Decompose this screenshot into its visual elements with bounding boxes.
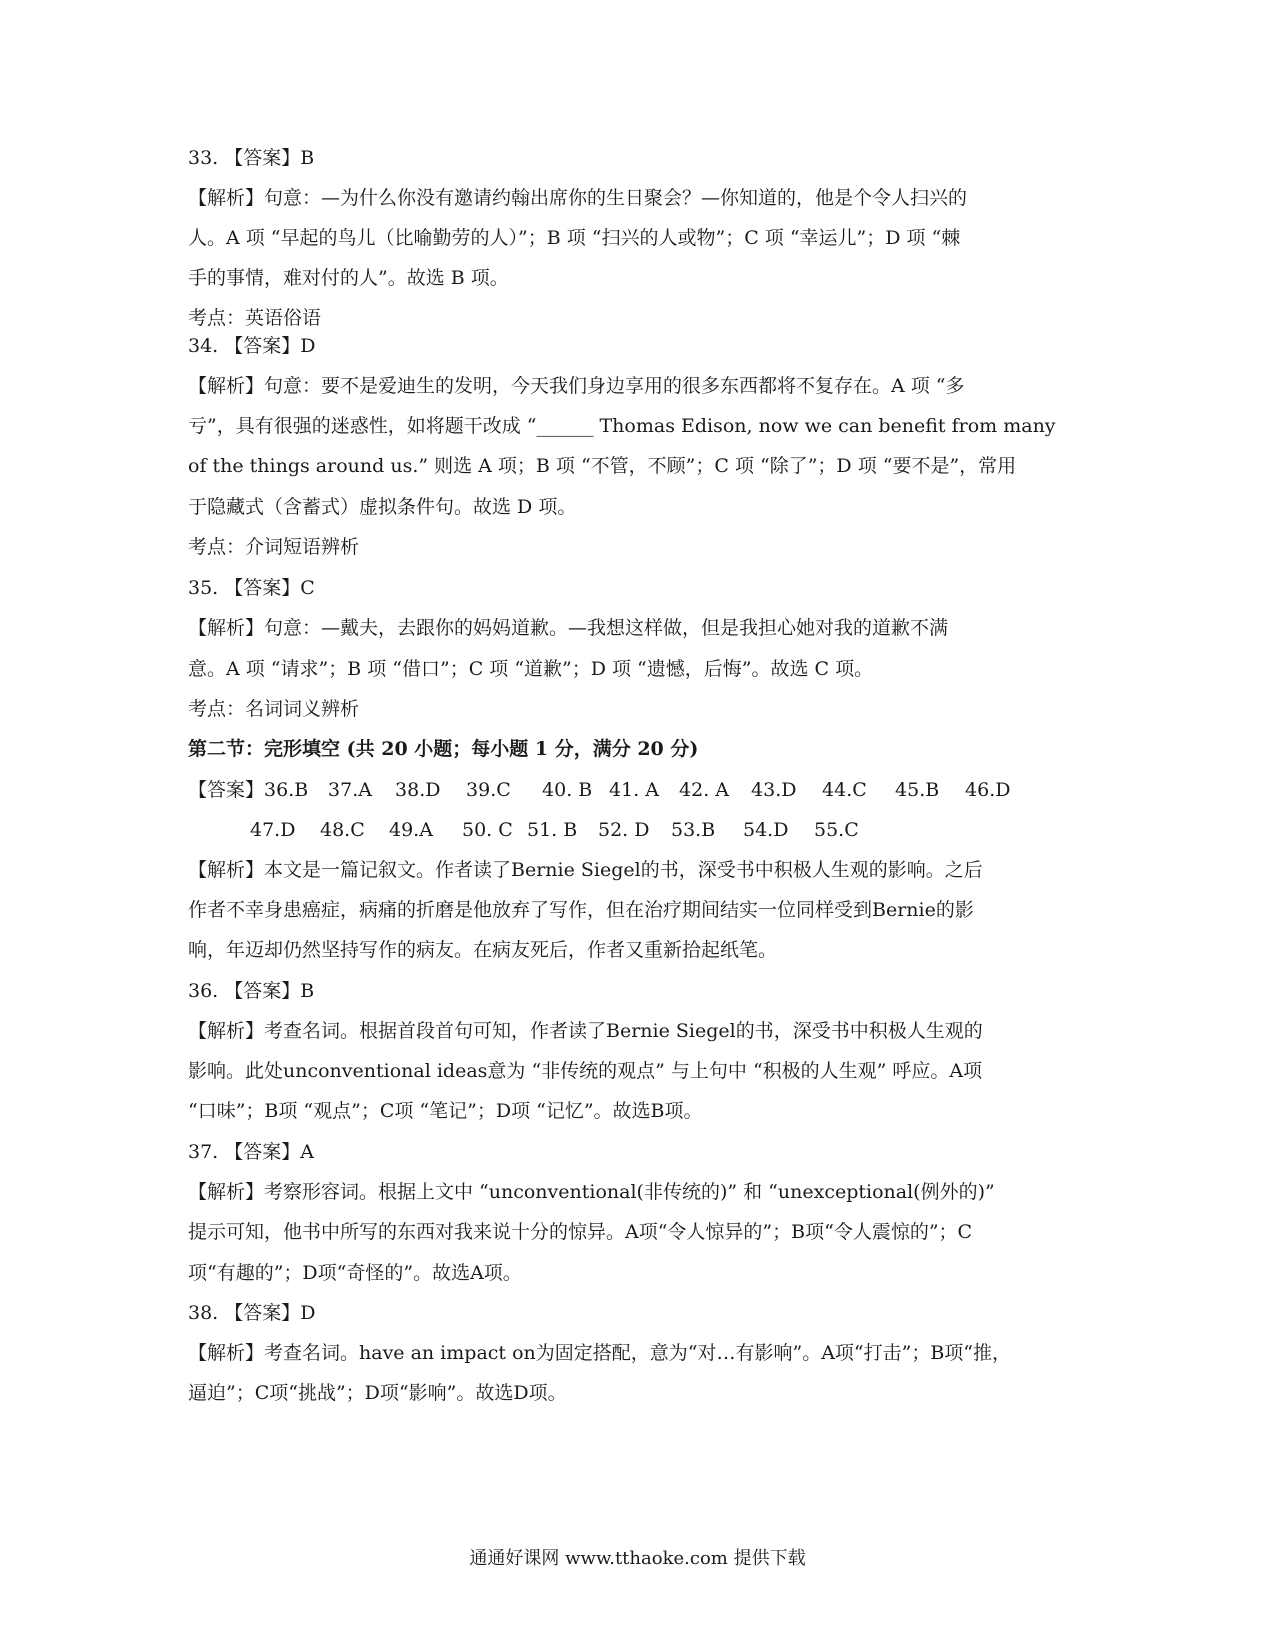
q37-answer: 37. 【答案】A: [188, 1141, 314, 1163]
q34-analysis-line2: 亏”，具有很强的迷惑性，如将题干改成 “______ Thomas Edison, now we can benefit from many: [188, 415, 1056, 437]
q36-answer: 36. 【答案】B: [188, 980, 315, 1002]
answer-item: 44.C: [822, 779, 867, 801]
q38-answer: 38. 【答案】D: [188, 1302, 316, 1324]
q33-analysis-line3: 手的事情，难对付的人”。故选 B 项。: [188, 267, 509, 289]
section2-summary-line3: 响，年迈却仍然坚持写作的病友。在病友死后，作者又重新拾起纸笔。: [188, 939, 778, 961]
q37-analysis-line3: 项“有趣的”；D项“奇怪的”。故选A项。: [188, 1262, 522, 1284]
answer-item: 53.B: [671, 819, 716, 841]
section2-summary-line2: 作者不幸身患癌症，病痛的折磨是他放弃了写作，但在治疗期间结实一位同样受到Bernie的影: [188, 899, 974, 921]
answer-item: 52. D: [598, 819, 650, 841]
section2-summary-line1: 【解析】本文是一篇记叙文。作者读了Bernie Siegel的书，深受书中积极人生观的影响。之后: [188, 859, 983, 881]
answer-item: 55.C: [814, 819, 859, 841]
q35-answer: 35. 【答案】C: [188, 577, 315, 599]
q36-analysis-line1: 【解析】考查名词。根据首段首句可知，作者读了Bernie Siegel的书，深受书中积极人生观的: [188, 1020, 983, 1042]
section2-answer-row2: [250, 818, 859, 842]
answer-item: 41. A: [609, 779, 659, 801]
q35-analysis-line1: 【解析】句意：—戴夫，去跟你的妈妈道歉。—我想这样做，但是我担心她对我的道歉不满: [188, 617, 949, 639]
answer-item: 43.D: [751, 779, 797, 801]
q33-analysis-line1: 【解析】句意：—为什么你没有邀请约翰出席你的生日聚会？—你知道的，他是个令人扫兴的: [188, 187, 968, 209]
q33-point: 考点：英语俗语: [188, 307, 322, 329]
q34-answer: 34. 【答案】D: [188, 335, 316, 357]
q37-analysis-line1: 【解析】考察形容词。根据上文中 “unconventional(非传统的)” 和 “unexceptional(例外的)”: [188, 1181, 995, 1203]
answer-item: 37.A: [328, 779, 372, 801]
q34-analysis-line1: 【解析】句意：要不是爱迪生的发明，今天我们身边享用的很多东西都将不复存在。A 项 “多: [188, 375, 965, 397]
answer-item: 49.A: [389, 819, 433, 841]
answer-item: 38.D: [395, 779, 441, 801]
answer-item: 51. B: [527, 819, 578, 841]
answer-item: 54.D: [743, 819, 789, 841]
q34-point: 考点：介词短语辨析: [188, 536, 360, 558]
q38-analysis-line2: 逼迫”；C项“挑战”；D项“影响”。故选D项。: [188, 1382, 567, 1404]
section2-answer-row1: [188, 778, 1010, 802]
answer-item: 50. C: [462, 819, 513, 841]
q33-answer: 33. 【答案】B: [188, 147, 315, 169]
q35-analysis-line2: 意。A 项 “请求”；B 项 “借口”；C 项 “道歉”；D 项 “遗憾，后悔”。故选 C 项。: [188, 658, 874, 680]
section2-title: 第二节：完形填空 (共 20 小题；每小题 1 分，满分 20 分): [188, 738, 699, 760]
q36-analysis-line3: “口味”；B项 “观点”；C项 “笔记”；D项 “记忆”。故选B项。: [188, 1100, 703, 1122]
answer-item: 36.B: [264, 779, 309, 801]
answer-item: 39.C: [466, 779, 511, 801]
q37-analysis-line2: 提示可知，他书中所写的东西对我来说十分的惊异。A项“令人惊异的”；B项“令人震惊的”；C: [188, 1221, 973, 1243]
q34-analysis-line4: 于隐藏式（含蓄式）虚拟条件句。故选 D 项。: [188, 496, 577, 518]
q38-analysis-line1: 【解析】考查名词。have an impact on为固定搭配，意为“对…有影响”。A项“打击”；B项“推，: [188, 1342, 1012, 1364]
page-footer: 通通好课网 www.tthaoke.com 提供下载: [469, 1548, 806, 1569]
q35-point: 考点：名词词义辨析: [188, 698, 360, 720]
q33-analysis-line2: 人。A 项 “早起的鸟儿（比喻勤劳的人）”；B 项 “扫兴的人或物”；C 项 “幸运儿”；D 项 “棘: [188, 227, 961, 249]
answer-item: 45.B: [895, 779, 940, 801]
section2-answer-label: 【答案】: [188, 779, 265, 801]
answer-item: 46.D: [965, 779, 1011, 801]
q34-analysis-line3: of the things around us.” 则选 A 项；B 项 “不管，不顾”；C 项 “除了”；D 项 “要不是”，常用: [188, 455, 1017, 477]
answer-item: 48.C: [320, 819, 365, 841]
q36-analysis-line2: 影响。此处unconventional ideas意为 “非传统的观点” 与上句中 “积极的人生观” 呼应。A项: [188, 1060, 983, 1082]
answer-item: 40. B: [542, 779, 593, 801]
answer-item: 42. A: [679, 779, 729, 801]
answer-item: 47.D: [250, 819, 296, 841]
